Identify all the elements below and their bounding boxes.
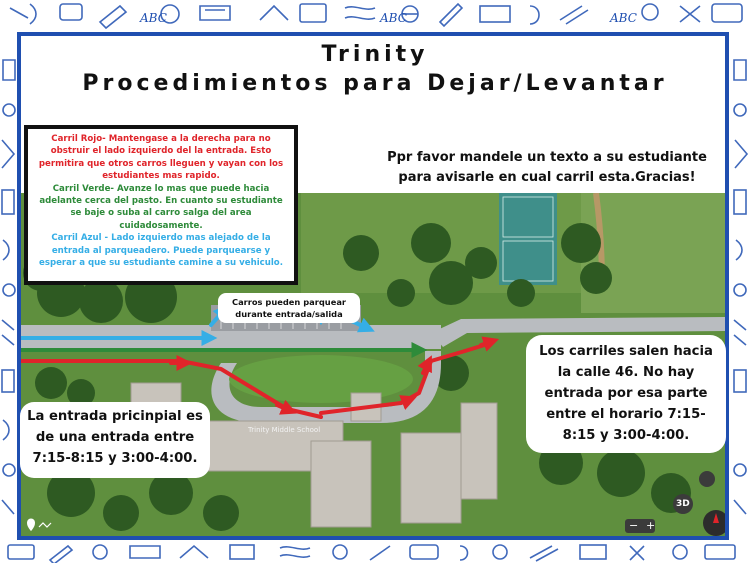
zoom-out-button[interactable]: −: [629, 519, 639, 532]
lane-instructions-box: [24, 125, 298, 285]
inner-lawn: [229, 355, 413, 403]
street-view-button[interactable]: [699, 471, 715, 487]
3d-control-label[interactable]: 3D: [676, 499, 690, 509]
entry-note: La entrada pricinpial es de una entrada entre 7:15-8:15 y 3:00-4:00.: [20, 402, 210, 478]
tennis-courts: [499, 193, 557, 285]
exit-note: Los carriles salen hacia la calle 46. No hay entrada por esa parte entre el horario 7:15-8:15 y 3:00-4:00.: [526, 335, 726, 453]
abc-doodle-text: ABC: [610, 11, 637, 25]
text-student-note: Ppr favor mandele un texto a su estudiante para avisarle en cual carril esta.Gracias!: [387, 150, 707, 185]
blue-lane-instruction: Carril Azul - Lado izquierdo mas alejado de la entrada al parqueadero. Puede parquearse y esperar a que su estudiante camine a su vehiculo.: [39, 233, 283, 269]
abc-doodle-text: ABC: [380, 11, 407, 25]
red-lane-instruction: Carril Rojo- Mantengase a la derecha para no obstruir el lado izquierdo del la entrada. Esto permitira que otros carros lleguen y vayan con los estudiantes mas rapido.: [38, 134, 284, 182]
green-lane-instruction: Carril Verde- Avanze lo mas que puede hacia adelante cerca del pasto. En cuanto su estudiante se baje o suba al carro salga del area cuidadosamente.: [39, 183, 283, 231]
title-line-2: Procedimientos para Dejar/Levantar: [82, 71, 668, 96]
zoom-in-button[interactable]: +: [646, 519, 656, 532]
title-line-1: Trinity: [321, 42, 429, 67]
school-map-label: Trinity Middle School: [248, 426, 321, 434]
parking-note: Carros pueden parquear durante entrada/salida: [218, 293, 360, 323]
abc-doodle-text: ABC: [140, 11, 167, 25]
